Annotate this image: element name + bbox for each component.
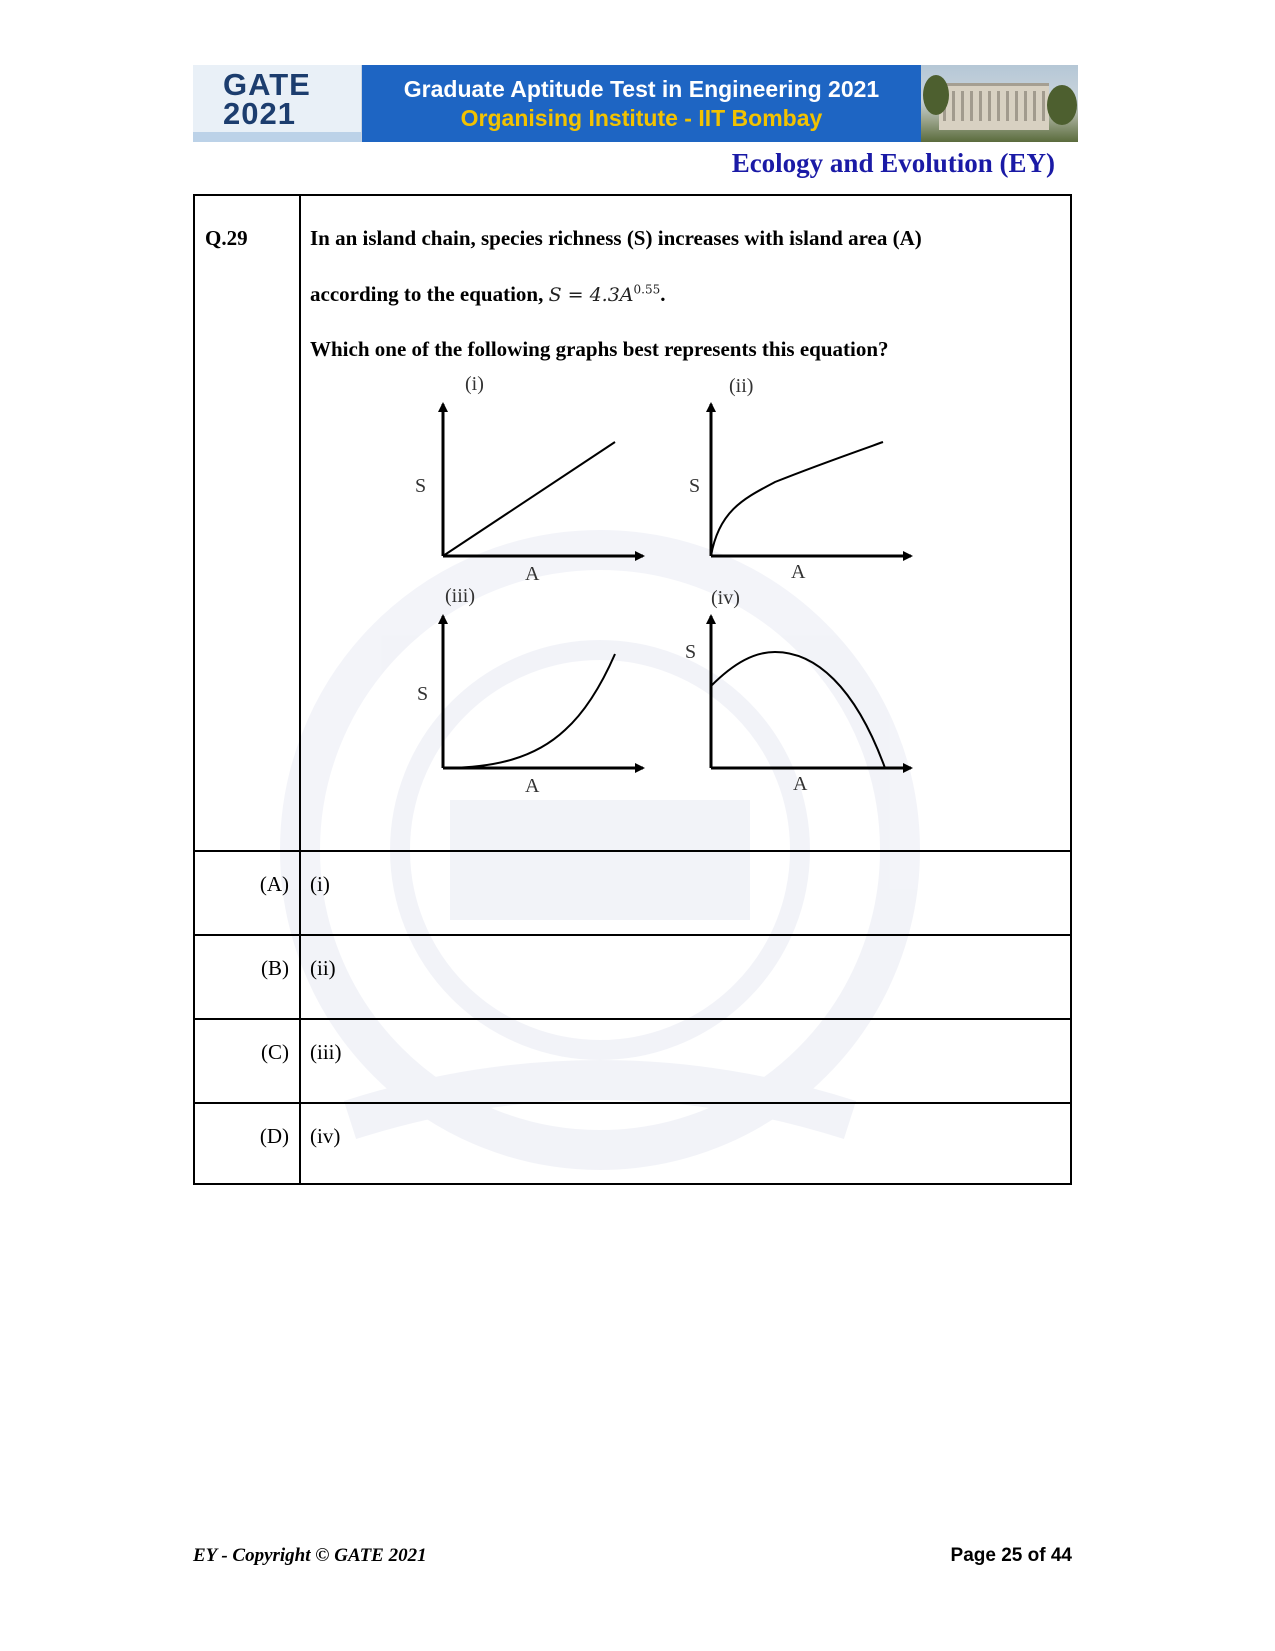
graph-i [415,373,643,585]
graph-iv-x-label: A [793,773,808,795]
gate-logo [193,65,362,142]
question-line-1: In an island chain, species richness (S) increases with island area (A) [310,226,922,250]
subject-heading: Ecology and Evolution (EY) [731,148,1055,178]
iit-building-photo [921,65,1078,142]
row-divider [195,850,1070,852]
graph-i-x-label: A [525,563,540,585]
column-divider [299,196,301,1183]
option-b-label: (B) [261,956,289,980]
tree-left [923,75,949,115]
equation [549,284,661,306]
row-divider [195,1102,1070,1104]
equation-base: S = 4.3A [548,284,634,306]
graph-ii-y-label: S [689,475,701,497]
logo-strip [193,132,361,142]
tree-right [1047,85,1077,125]
graphs-figure [415,373,935,826]
graph-i-curve [443,442,615,556]
graph-iii [417,585,643,797]
graph-ii-curve [711,442,883,556]
graph-iii-y-label: S [417,683,429,705]
question-line-2 [310,282,666,307]
graph-ii-x-label: A [791,561,806,583]
gate-banner [193,65,1078,142]
row-divider [195,1018,1070,1020]
question-number: Q.29 [205,226,248,250]
banner-title-block [362,65,921,142]
graph-iv [685,587,911,795]
graph-iii-label: (iii) [445,585,475,607]
question-table [193,194,1072,1185]
question-line-2-suffix: . [660,282,666,306]
option-a-label: (A) [259,872,289,896]
option-a-text[interactable]: (i) [310,872,330,896]
graph-iii-curve [443,654,615,768]
logo-gate-text: GATE [223,67,311,102]
graph-ii [689,375,911,583]
banner-subtitle: Organising Institute - IIT Bombay [460,104,823,131]
graph-iv-label: (iv) [711,587,740,609]
question-line-2-prefix: according to the equation, [310,282,549,306]
question-line-3: Which one of the following graphs best represents this equation? [310,337,889,361]
graph-i-label: (i) [465,373,484,395]
graph-ii-label: (ii) [729,375,754,397]
footer-page-number: Page 25 of 44 [950,1545,1072,1566]
building-windows [943,91,1045,121]
graph-iii-x-label: A [525,775,540,797]
row-divider [195,934,1070,936]
logo-year-text: 2021 [223,96,296,131]
banner-title: Graduate Aptitude Test in Engineering 2021 [403,75,880,102]
option-d-label: (D) [259,1124,289,1148]
graph-iv-curve [711,652,885,768]
option-c-text[interactable]: (iii) [310,1040,342,1064]
option-d-text[interactable]: (iv) [310,1124,341,1148]
equation-exponent: 0.55 [633,282,661,297]
option-b-text[interactable]: (ii) [310,956,336,980]
footer-copyright: EY - Copyright © GATE 2021 [193,1545,427,1566]
option-c-label: (C) [261,1040,289,1064]
graph-iv-y-label: S [685,641,697,663]
graph-i-y-label: S [415,475,427,497]
